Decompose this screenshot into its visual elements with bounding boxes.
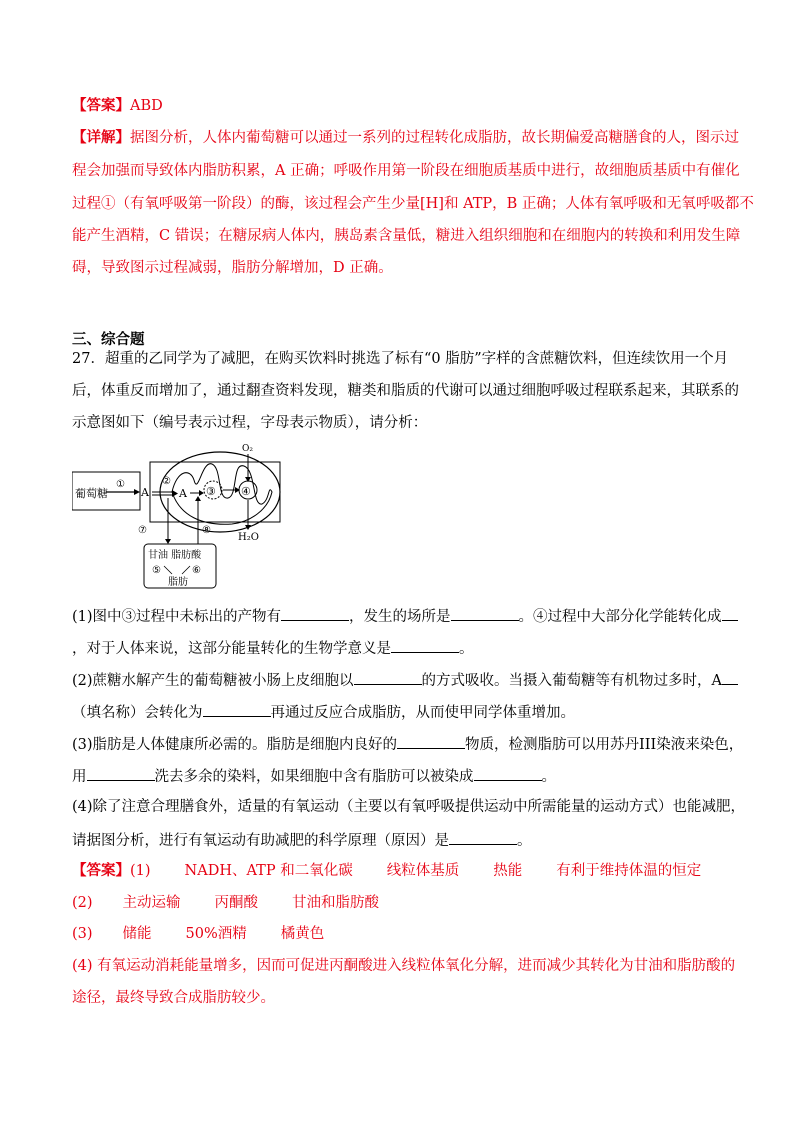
subq-2-text-b: 的方式吸收。当摄入葡萄糖等有机物过多时，A xyxy=(421,673,723,689)
subq-2-line-2 xyxy=(72,701,575,723)
answer2-row-3 xyxy=(72,924,324,944)
blank-11 xyxy=(449,829,517,845)
answer2-r2-item-3: 甘油和脂肪酸 xyxy=(292,895,380,911)
mitochondrion-cristae xyxy=(172,464,272,525)
detail-line-5: 碍，导致图示过程减弱，脂肪分解增加，D 正确。 xyxy=(72,260,393,276)
arrow-7-head xyxy=(165,539,171,544)
arrow-5 xyxy=(164,566,172,574)
water-label: H₂O xyxy=(238,532,259,543)
subq-3-line-2 xyxy=(72,765,556,787)
blank-4 xyxy=(391,637,459,653)
process-2-label: ② xyxy=(162,476,171,487)
subq-2-text-c: （填名称）会转化为 xyxy=(72,705,203,721)
question-line-2: 后，体重反而增加了，通过翻查资料发现，糖类和脂质的代谢可以通过细胞呼吸过程联系起来，其联系的 xyxy=(72,383,739,399)
process-3-label: ③ xyxy=(206,485,216,498)
process-1-label: ① xyxy=(116,479,125,490)
subq-1-line-1 xyxy=(72,605,738,627)
subq-1-text-d: ，对于人体来说，这部分能量转化的生物学意义是 xyxy=(72,641,391,657)
subq-2-text-a: (2)蔗糖水解产生的葡萄糖被小肠上皮细胞以 xyxy=(72,673,354,689)
blank-5 xyxy=(354,669,422,685)
answer2-r3-item-1: 储能 xyxy=(122,926,152,942)
answer2-row-4-line-1: (4) 有氧运动消耗能量增多，因而可促进丙酮酸进入线粒体氧化分解，进而减少其转化为甘油和脂肪酸的 xyxy=(72,958,736,974)
arrow-8-head xyxy=(195,496,201,501)
answer2-r2-item-2: 丙酮酸 xyxy=(214,895,259,911)
answer2-r1-item-2: 线粒体基质 xyxy=(386,863,460,879)
process-6-label: ⑥ xyxy=(192,565,201,576)
blank-8 xyxy=(397,733,465,749)
subq-2-text-d: 再通过反应合成脂肪，从而使甲同学体重增加。 xyxy=(270,705,575,721)
answer2-r3-item-2: 50%酒精 xyxy=(185,926,247,942)
question-line-1: 27．超重的乙同学为了减肥，在购买饮料时挑选了标有“0 脂肪”字样的含蔗糖饮料，但连续饮用一个月 xyxy=(72,351,729,367)
detail-line-4: 能产生酒精，C 错误；在糖尿病人体内，胰岛素含量低，糖进入组织细胞和在细胞内的转换和利用发生障 xyxy=(72,228,741,244)
detail-line-1 xyxy=(72,128,739,148)
answer-value: ABD xyxy=(130,98,163,114)
glucose-label: 葡萄糖 xyxy=(75,487,108,500)
answer2-r1-item-3: 热能 xyxy=(493,863,523,879)
fat-bottom-label: 脂肪 xyxy=(168,577,188,588)
subq-4-text-c: 。 xyxy=(517,833,532,849)
subq-1-text-e: 。 xyxy=(459,641,474,657)
blank-1 xyxy=(281,605,349,621)
detail-line-2: 程会加强而导致体内脂肪积累，A 正确；呼吸作用第一阶段在细胞质基质中进行，故细胞质基质中有催化 xyxy=(72,163,740,179)
oxygen-label: O₂ xyxy=(242,444,253,454)
process-5-label: ⑤ xyxy=(152,565,161,576)
subq-1-text-c: 。④过程中大部分化学能转化成 xyxy=(518,609,722,625)
section-title: 三、综合题 xyxy=(72,331,145,348)
metabolism-diagram xyxy=(72,440,292,592)
substance-a-label-2: A xyxy=(179,487,187,500)
detail-line-3: 过程①（有氧呼吸第一阶段）的酶，该过程会产生少量[H]和 ATP，B 正确；人体有氧呼吸和无氧呼吸都不 xyxy=(72,196,754,212)
process-4-label: ④ xyxy=(241,485,251,498)
blank-10 xyxy=(474,765,542,781)
subq-4-line-2 xyxy=(72,829,532,851)
subq-1-text-b: ，发生的场所是 xyxy=(349,609,451,625)
fat-top-label: 甘油 脂肪酸 xyxy=(148,550,202,561)
answer2-r2-num: (2) xyxy=(72,895,93,911)
subq-4-line-1: (4)除了注意合理膳食外，适量的有氧运动（主要以有氧呼吸提供运动中所需能量的运动方式）也能减肥， xyxy=(72,799,746,815)
blank-9 xyxy=(87,765,155,781)
answer2-r1-item-4: 有利于维持体温的恒定 xyxy=(556,863,702,879)
water-arrow-head xyxy=(245,525,251,530)
answer2-r1-item-1: NADH、ATP 和二氧化碳 xyxy=(184,863,353,879)
blank-7 xyxy=(203,701,271,717)
blank-2 xyxy=(451,605,519,621)
subq-3-text-e: 。 xyxy=(541,769,556,785)
arrow-a-to-3-head xyxy=(199,490,204,496)
answer2-r2-item-1: 主动运输 xyxy=(122,895,181,911)
answer2-r3-item-3: 橘黄色 xyxy=(280,926,325,942)
subq-3-text-c: 用 xyxy=(72,769,87,785)
answer2-r1-num: (1) xyxy=(130,863,151,879)
arrow-2-head xyxy=(172,490,178,497)
subq-3-line-1 xyxy=(72,733,743,755)
answer-tag: 【答案】 xyxy=(72,97,130,114)
subq-1-text-a: (1)图中③过程中未标出的产物有 xyxy=(72,609,282,625)
arrow-6 xyxy=(182,566,190,574)
subq-3-text-d: 洗去多余的染料，如果细胞中含有脂肪可以被染成 xyxy=(154,769,474,785)
blank-3 xyxy=(722,605,738,621)
answer2-row-4-line-2: 途径，最终导致合成脂肪较少。 xyxy=(72,990,275,1006)
substance-a-label-1: A xyxy=(141,486,149,499)
blank-6 xyxy=(722,669,738,685)
mitochondrion-outer xyxy=(160,452,280,532)
answer2-row-1 xyxy=(72,861,701,881)
arrow-1-head xyxy=(134,489,140,495)
answer2-r3-num: (3) xyxy=(72,926,93,942)
subq-4-text-b: 请据图分析，进行有氧运动有助减肥的科学原理（原因）是 xyxy=(72,833,449,849)
subq-2-line-1 xyxy=(72,669,738,691)
process-7-label: ⑦ xyxy=(138,525,147,536)
detail-tag: 【详解】 xyxy=(72,129,130,146)
detail-text: 据图分析，人体内葡萄糖可以通过一系列的过程转化成脂肪，故长期偏爱高糖膳食的人，图示过 xyxy=(130,130,739,146)
answer-line xyxy=(72,96,163,116)
subq-1-line-2 xyxy=(72,637,474,659)
answer2-row-2 xyxy=(72,893,379,913)
subq-3-text-b: 物质，检测脂肪可以用苏丹III染液来染色， xyxy=(465,737,744,753)
subq-3-text-a: (3)脂肪是人体健康所必需的。脂肪是细胞内良好的 xyxy=(72,737,398,753)
question-line-3: 示意图如下（编号表示过程，字母表示物质），请分析： xyxy=(72,415,428,431)
process-8-label: ⑧ xyxy=(202,525,211,536)
answer2-tag: 【答案】 xyxy=(72,862,130,879)
